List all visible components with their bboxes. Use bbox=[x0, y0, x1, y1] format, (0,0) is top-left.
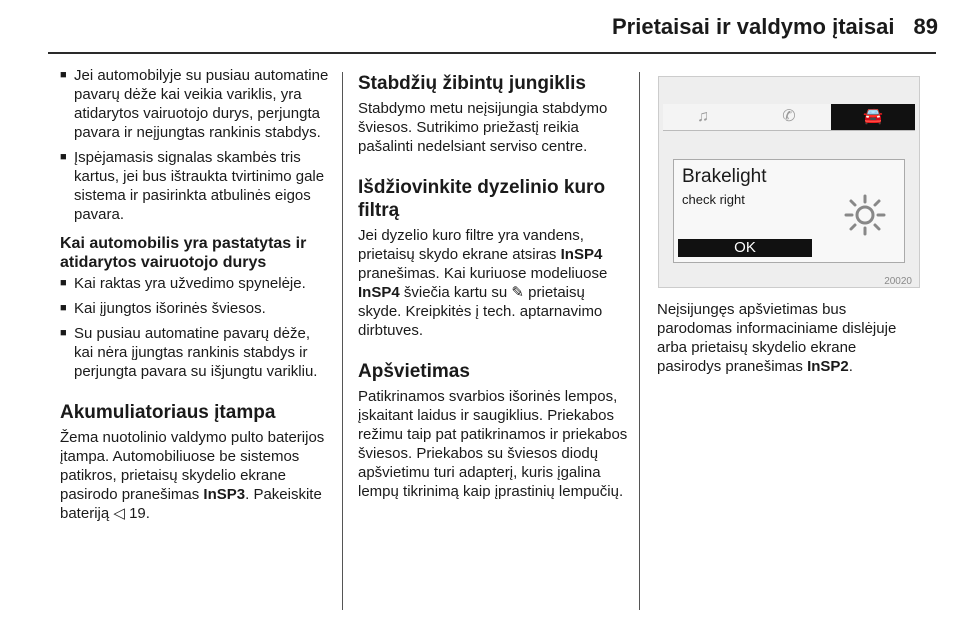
wrench-icon: ✎ bbox=[511, 284, 524, 301]
column-middle bbox=[358, 66, 628, 501]
paragraph: Jei dyzelio kuro filtre yra vandens, prietaisų skydo ekrane atsiras InSP4 pranešimas. Kai kuriuose modeliuose InSP4 šviečia kartu su ✎ prietaisų skyde. Kreipkitės į tech. aptarnavimo dirbtuves. bbox=[358, 227, 608, 339]
warning-dialog bbox=[673, 159, 905, 263]
phone-icon: ✆ bbox=[782, 108, 796, 125]
bullet-list bbox=[60, 66, 332, 224]
bullet-icon: ■ bbox=[60, 151, 67, 163]
dialog-title: Brakelight bbox=[682, 166, 767, 187]
subheading: Kai automobilis yra pastatytas ir atidarytos vairuotojo durys bbox=[60, 235, 307, 271]
section-title: Apšvietimas bbox=[358, 361, 470, 382]
column-right bbox=[657, 300, 919, 376]
car-icon: 🚘 bbox=[831, 104, 915, 130]
paragraph: Neįsijungęs apšvietimas bus parodomas informaciniame dislėjuje arba prietaisų skydelio ekrane pasirodys pranešimas InSP2. bbox=[657, 301, 897, 375]
bulb-icon bbox=[844, 194, 886, 236]
header-rule bbox=[48, 52, 936, 54]
paragraph: Stabdymo metu neįsijungia stabdymo šviesos. Sutrikimo priežastį reikia pašalinti nedelsiant serviso centre. bbox=[358, 100, 608, 155]
paragraph: Patikrinamos svarbios išorinės lempos, įskaitant laidus ir saugiklius. Priekabos režimu taip pat patikrinamos ir priekabos šviesos. Priekabos su šviesos diodų apšvietimu turi adapterį, kuris įgalina lempų tikrinimą kaip įprastinių lempučių. bbox=[358, 388, 628, 500]
message-code: InSP4 bbox=[358, 284, 400, 301]
display-figure bbox=[658, 76, 920, 294]
list-item: ■ Jei automobilyje su pusiau automatine pavarų dėže kai veikia variklis, yra atidarytos vairuotojo durys, perjungta pavara ir neįjungtas rankinis stabdys. bbox=[60, 67, 329, 141]
list-item: ■ Su pusiau automatine pavarų dėže, kai nėra įjungtas rankinis stabdys ir perjungta pavara su išjungtu varikliu. bbox=[60, 325, 318, 380]
list-item: ■ Įspėjamasis signalas skambės tris kartus, jei bus ištraukta tvirtinimo gale sistema ir pasirinkta atbulinės eigos pavara. bbox=[60, 149, 325, 223]
display-screen bbox=[658, 76, 920, 288]
display-tab-bar bbox=[663, 104, 915, 131]
page-title: Prietaisai ir valdymo įtaisai bbox=[612, 14, 895, 39]
section-title: Stabdžių žibintų jungiklis bbox=[358, 73, 586, 94]
section-title: Išdžiovinkite dyzelinio kuro filtrą bbox=[358, 177, 606, 221]
column-divider bbox=[342, 72, 343, 610]
page-number: 89 bbox=[913, 14, 938, 39]
list-item: ■ Kai įjungtos išorinės šviesos. bbox=[60, 300, 266, 317]
bullet-icon: ■ bbox=[60, 327, 67, 339]
bullet-icon: ■ bbox=[60, 69, 67, 81]
bullet-icon: ■ bbox=[60, 302, 67, 314]
message-code: InSP4 bbox=[560, 246, 603, 263]
arrow-ref-icon: ◁ bbox=[113, 505, 125, 522]
section-title: Akumuliatoriaus įtampa bbox=[60, 402, 276, 423]
message-code: InSP2 bbox=[807, 358, 849, 375]
bullet-icon: ■ bbox=[60, 277, 67, 289]
message-code: InSP3 bbox=[203, 486, 246, 503]
dialog-subtitle: check right bbox=[682, 192, 745, 207]
paragraph: Žema nuotolinio valdymo pulto baterijos įtampa. Automobiliuose be sistemos patikros, prietaisų skydelio ekrane pasirodo pranešimas InSP3. Pakeiskite bateriją ◁ 19. bbox=[60, 429, 325, 522]
column-left bbox=[60, 66, 332, 523]
ok-button: OK bbox=[678, 239, 812, 257]
list-item: ■ Kai raktas yra užvedimo spynelėje. bbox=[60, 275, 306, 292]
page-reference[interactable]: 19. bbox=[129, 505, 150, 522]
figure-number: 20020 bbox=[884, 276, 912, 287]
column-divider bbox=[639, 72, 640, 610]
bullet-list bbox=[60, 274, 332, 381]
music-note-icon: ♫ bbox=[697, 108, 709, 125]
